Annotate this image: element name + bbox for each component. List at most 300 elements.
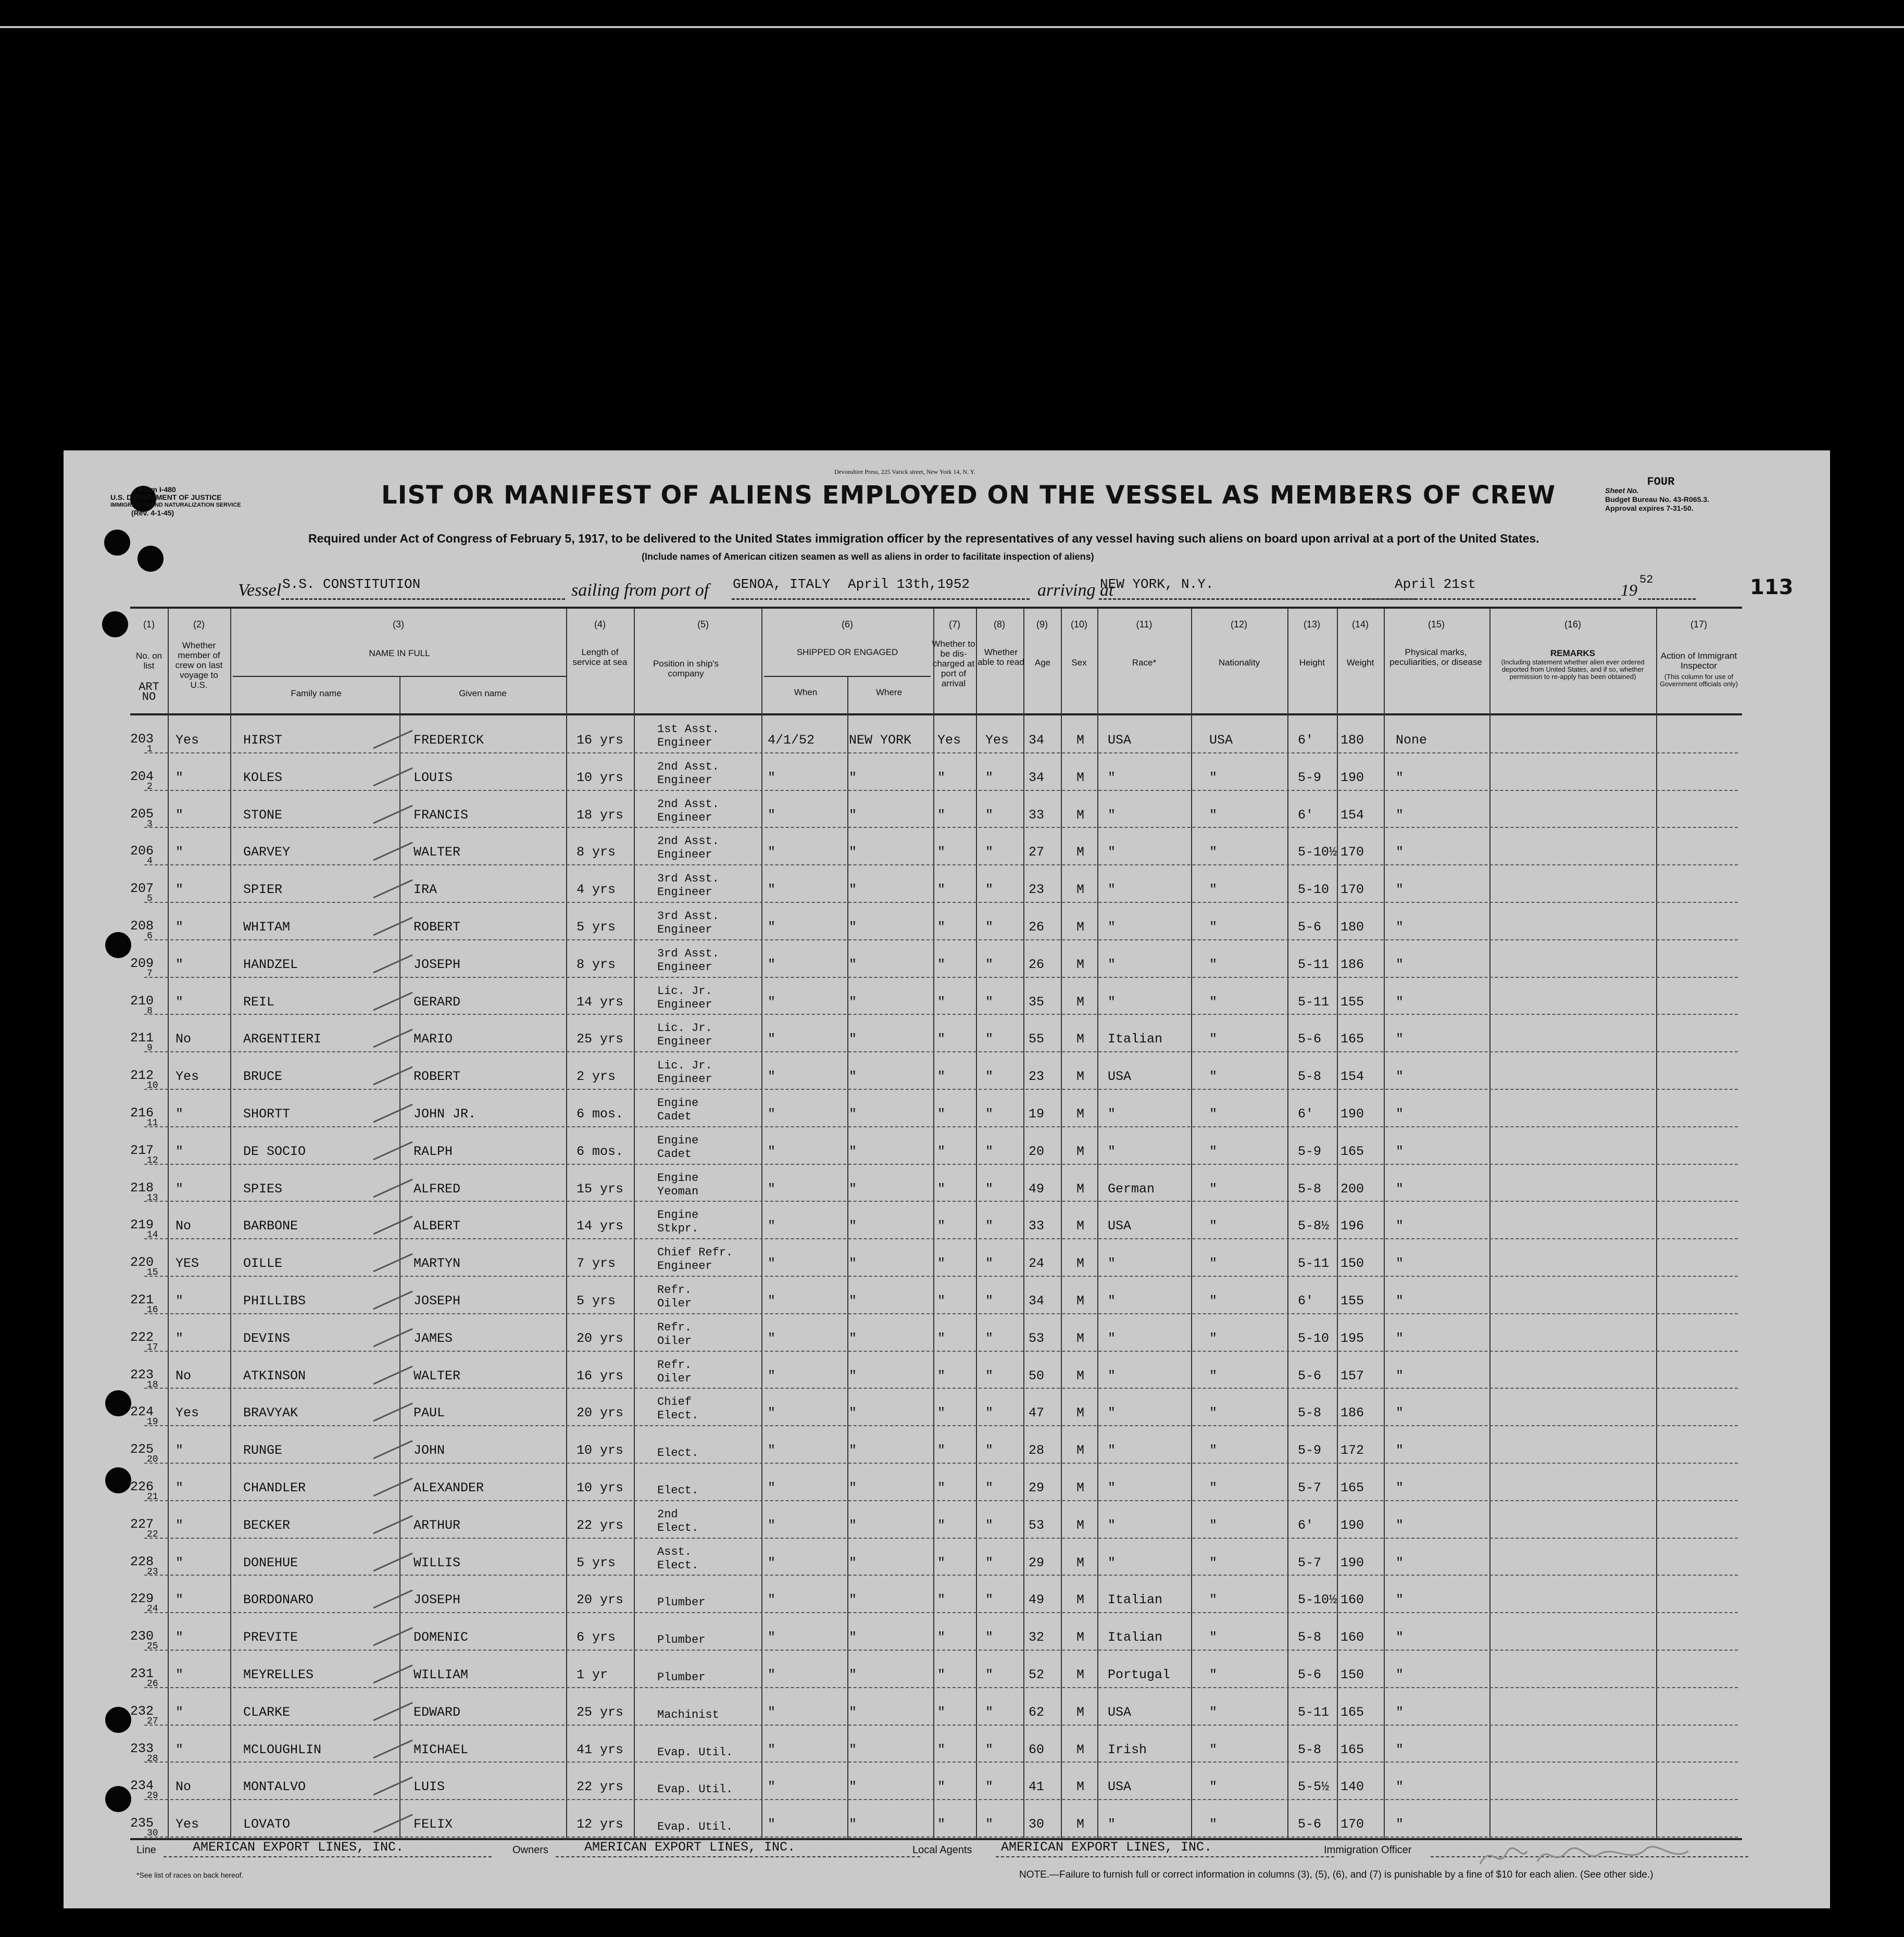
tick-mark-icon [371, 913, 418, 939]
list-number-cell: 14 [147, 1230, 158, 1241]
weight-cell: 186 [1341, 1405, 1364, 1421]
sailing-label: sailing from port of [571, 581, 709, 600]
discharge-cell: " [937, 1069, 946, 1085]
last-voyage-cell: " [176, 1106, 184, 1122]
art-number-cell: 211 [130, 1030, 154, 1046]
weight-cell: 165 [1341, 1742, 1364, 1757]
shipped-where-cell: " [849, 957, 857, 972]
able-to-read-cell: " [985, 1592, 994, 1608]
position-line-1 [657, 1770, 733, 1783]
height-cell: 5-10½ [1298, 845, 1337, 860]
printer-line: Devonshire Press, 225 Varick street, New York 14, N. Y. [834, 468, 975, 475]
col6-subrule [764, 676, 931, 677]
height-cell: 5-6 [1298, 1032, 1322, 1047]
shipped-when-cell: " [768, 1218, 776, 1234]
service-cell: 1 yr [577, 1667, 608, 1682]
physical-marks-cell: " [1396, 1704, 1404, 1720]
able-to-read-cell: " [985, 1517, 994, 1533]
col5-header: Position in ship's company [653, 659, 719, 678]
column-number: (2) [193, 619, 205, 630]
sex-cell: M [1076, 1330, 1085, 1346]
position-cell [657, 835, 719, 861]
year-suffix: 52 [1639, 573, 1654, 586]
race-cell: USA [1108, 733, 1132, 748]
weight-cell: 140 [1341, 1779, 1364, 1795]
height-cell: 5-7 [1298, 1555, 1322, 1570]
position-line-2: Engineer [657, 1035, 712, 1049]
shipped-where-cell: " [849, 1817, 857, 1832]
last-voyage-cell: " [176, 957, 184, 972]
sex-cell: M [1076, 1368, 1085, 1383]
position-cell [657, 1807, 733, 1833]
family-name-cell: BARBONE [243, 1218, 298, 1234]
position-line-2: Engineer [657, 1073, 712, 1086]
given-name-cell: FREDERICK [414, 733, 484, 748]
officer-label: Immigration Officer [1324, 1844, 1412, 1856]
vessel-name: S.S. CONSTITUTION [282, 576, 421, 592]
height-cell: 6' [1298, 807, 1314, 823]
physical-marks-cell: " [1396, 770, 1404, 785]
position-cell [657, 761, 719, 787]
last-voyage-cell: " [176, 807, 184, 823]
age-cell: 49 [1029, 1592, 1045, 1608]
weight-cell: 165 [1341, 1143, 1364, 1159]
given-name-cell: IRA [414, 882, 437, 898]
physical-marks-cell: " [1396, 994, 1404, 1010]
row-divider [144, 977, 1738, 978]
position-line-1: 3rd Asst. [657, 947, 719, 960]
service-cell: 14 yrs [577, 1218, 624, 1234]
age-cell: 62 [1029, 1704, 1045, 1720]
shipped-when-cell: " [768, 957, 776, 972]
column-number: (4) [594, 619, 606, 630]
family-name-cell: KOLES [243, 770, 283, 785]
column-number: (15) [1427, 619, 1445, 630]
age-cell: 52 [1029, 1667, 1045, 1682]
discharge-cell: " [937, 1630, 946, 1645]
position-line-1: Engine [657, 1097, 699, 1110]
nationality-cell: " [1209, 1106, 1218, 1122]
sex-cell: M [1076, 1106, 1085, 1122]
height-cell: 6' [1298, 1293, 1314, 1309]
nationality-cell: " [1209, 1480, 1218, 1495]
row-divider [144, 1538, 1738, 1539]
shipped-when-cell: " [768, 1181, 776, 1197]
position-cell [657, 1471, 698, 1497]
row-divider [144, 1463, 1738, 1464]
able-to-read-cell: " [985, 1293, 994, 1309]
list-number-cell: 21 [147, 1492, 158, 1502]
service-cell: 25 yrs [577, 1704, 624, 1720]
art-number-cell: 230 [130, 1629, 154, 1644]
tick-mark-icon [371, 1250, 418, 1276]
list-number-cell: 13 [147, 1192, 158, 1203]
last-voyage-cell: " [176, 1143, 184, 1159]
legal-subtitle-note: (Include names of American citizen seamen as well as aliens in order to facilitate inspection of aliens) [642, 551, 1094, 562]
column-divider [1287, 609, 1288, 1839]
list-number-cell: 4 [147, 856, 153, 867]
shipped-when-cell: " [768, 1817, 776, 1832]
position-line-2: Machinist [657, 1708, 719, 1721]
service-cell: 18 yrs [577, 807, 624, 823]
service-cell: 14 yrs [577, 994, 624, 1010]
given-name-cell: WALTER [414, 845, 461, 860]
sex-cell: M [1076, 845, 1085, 860]
height-cell: 5-6 [1298, 1667, 1322, 1682]
sex-cell: M [1076, 957, 1085, 972]
able-to-read-cell: " [985, 807, 994, 823]
art-number-cell: 204 [130, 769, 154, 784]
weight-cell: 165 [1341, 1704, 1364, 1720]
race-cell: " [1108, 1368, 1116, 1383]
shipped-when-cell: " [768, 1032, 776, 1047]
col3a-header: Family name [291, 688, 342, 698]
list-number-cell: 3 [147, 819, 153, 829]
race-cell: " [1108, 1405, 1116, 1421]
last-voyage-cell: " [176, 1330, 184, 1346]
position-line-2: Yeoman [657, 1185, 699, 1198]
weight-cell: 165 [1341, 1032, 1364, 1047]
col14-header: Weight [1346, 658, 1374, 668]
physical-marks-cell: " [1396, 1630, 1404, 1645]
position-cell [657, 985, 712, 1011]
position-cell [657, 1620, 705, 1646]
position-cell [657, 1695, 719, 1721]
position-cell [657, 1546, 698, 1572]
weight-cell: 155 [1341, 994, 1364, 1010]
given-name-cell: ALBERT [414, 1218, 461, 1234]
position-cell [657, 1359, 692, 1385]
position-line-2: Engineer [657, 998, 712, 1011]
height-cell: 5-6 [1298, 1368, 1322, 1383]
list-number-cell: 7 [147, 968, 153, 979]
service-cell: 2 yrs [577, 1069, 616, 1085]
position-cell [657, 1433, 698, 1460]
race-cell: " [1108, 1293, 1116, 1309]
height-cell: 6' [1298, 733, 1314, 748]
given-name-cell: ROBERT [414, 1069, 461, 1085]
column-number: (16) [1564, 619, 1581, 630]
row-divider [144, 827, 1738, 828]
last-voyage-cell: Yes [176, 1405, 199, 1421]
sex-cell: M [1076, 1817, 1085, 1832]
position-line-1: 3rd Asst. [657, 872, 719, 886]
position-line-2: Engineer [657, 848, 712, 862]
sex-cell: M [1076, 733, 1085, 748]
tick-mark-icon [371, 1175, 418, 1201]
age-cell: 32 [1029, 1630, 1045, 1645]
shipped-where-cell: " [849, 807, 857, 823]
shipped-where-cell: " [849, 1480, 857, 1495]
row-divider [144, 1238, 1738, 1239]
nationality-cell: " [1209, 1069, 1218, 1085]
col4-header: Length of service at sea [572, 647, 628, 667]
sex-cell: M [1076, 1293, 1085, 1309]
sex-cell: M [1076, 994, 1085, 1010]
given-name-cell: JOHN JR. [414, 1106, 477, 1122]
discharge-cell: " [937, 770, 946, 785]
column-number: (5) [697, 619, 709, 630]
weight-cell: 154 [1341, 1069, 1364, 1085]
weight-cell: 190 [1341, 770, 1364, 785]
last-voyage-cell: " [176, 1667, 184, 1682]
discharge-cell: " [937, 1779, 946, 1795]
nationality-cell: " [1209, 770, 1218, 785]
sex-cell: M [1076, 1779, 1085, 1795]
table-header-rule [130, 713, 1742, 715]
last-voyage-cell: " [176, 1443, 184, 1458]
position-line-1 [657, 1471, 698, 1485]
discharge-cell: Yes [937, 733, 961, 748]
shipped-where-cell: " [849, 1667, 857, 1682]
nationality-cell: " [1209, 1293, 1218, 1309]
arrival-date-underline [1363, 598, 1621, 600]
column-divider [1337, 609, 1338, 1839]
physical-marks-cell: " [1396, 1181, 1404, 1197]
last-voyage-cell: " [176, 845, 184, 860]
tick-mark-icon [371, 726, 418, 752]
family-name-cell: ATKINSON [243, 1368, 306, 1383]
service-cell: 15 yrs [577, 1181, 624, 1197]
weight-cell: 172 [1341, 1443, 1364, 1458]
race-cell: " [1108, 1443, 1116, 1458]
position-cell [657, 873, 719, 899]
last-voyage-cell: " [176, 1630, 184, 1645]
family-name-cell: SPIES [243, 1181, 283, 1197]
weight-cell: 180 [1341, 920, 1364, 935]
nationality-cell: " [1209, 1256, 1218, 1272]
sex-cell: M [1076, 1069, 1085, 1085]
nationality-cell: " [1209, 1218, 1218, 1234]
position-line-2: Oiler [657, 1372, 692, 1385]
tick-mark-icon [371, 1549, 418, 1575]
list-number-cell: 9 [147, 1043, 153, 1054]
shipped-where-cell: " [849, 1742, 857, 1757]
row-divider [144, 1575, 1738, 1576]
race-cell: " [1108, 994, 1116, 1010]
height-cell: 5-8 [1298, 1181, 1322, 1197]
shipped-when-cell: " [768, 1704, 776, 1720]
given-name-cell: WALTER [414, 1368, 461, 1383]
service-cell: 10 yrs [577, 770, 624, 785]
family-name-cell: BRUCE [243, 1069, 283, 1085]
tick-mark-icon [371, 838, 418, 864]
position-line-1: Lic. Jr. [657, 1022, 712, 1035]
shipped-when-cell: " [768, 1592, 776, 1608]
shipped-when-cell: " [768, 1143, 776, 1159]
height-cell: 5-11 [1298, 994, 1330, 1010]
sex-cell: M [1076, 1555, 1085, 1570]
service-cell: 10 yrs [577, 1480, 624, 1495]
punch-hole [105, 932, 131, 958]
nationality-cell: " [1209, 1517, 1218, 1533]
position-line-1: 2nd Asst. [657, 797, 719, 811]
sex-cell: M [1076, 1405, 1085, 1421]
column-number: (9) [1036, 619, 1048, 630]
family-name-cell: REIL [243, 994, 275, 1010]
physical-marks-cell: " [1396, 1293, 1404, 1309]
family-name-cell: ARGENTIERI [243, 1032, 322, 1047]
punch-hole [105, 1707, 131, 1733]
sheet-number-block [1605, 475, 1709, 513]
nationality-cell: " [1209, 1443, 1218, 1458]
family-name-cell: SHORTT [243, 1106, 291, 1122]
discharge-cell: " [937, 1368, 946, 1383]
row-divider [144, 1201, 1738, 1202]
sex-cell: M [1076, 1667, 1085, 1682]
col12-header: Nationality [1218, 658, 1260, 668]
given-name-cell: ARTHUR [414, 1517, 461, 1533]
position-cell [657, 1284, 692, 1310]
able-to-read-cell: " [985, 770, 994, 785]
tick-mark-icon [371, 1399, 418, 1425]
position-line-2: Engineer [657, 1260, 712, 1273]
position-line-2: Engineer [657, 886, 712, 899]
col17-header: Action of Immigrant Inspector [1660, 651, 1737, 671]
shipped-where-cell: " [849, 770, 857, 785]
age-cell: 23 [1029, 1069, 1045, 1085]
list-number-cell: 17 [147, 1342, 158, 1353]
able-to-read-cell: " [985, 1405, 994, 1421]
family-name-cell: DEVINS [243, 1330, 291, 1346]
age-cell: 41 [1029, 1779, 1045, 1795]
position-cell [657, 1097, 698, 1123]
position-line-2: Elect. [657, 1447, 699, 1460]
position-cell [657, 1060, 712, 1086]
able-to-read-cell: " [985, 920, 994, 935]
column-number: (6) [842, 619, 853, 630]
discharge-cell: " [937, 1704, 946, 1720]
sheet-no-label: Sheet No. [1605, 486, 1639, 495]
weight-cell: 170 [1341, 845, 1364, 860]
position-cell [657, 910, 719, 936]
last-voyage-cell: " [176, 994, 184, 1010]
col1-header: No. on list [135, 651, 162, 671]
sex-cell: M [1076, 1742, 1085, 1757]
tick-mark-icon [371, 1773, 418, 1799]
family-name-cell: BORDONARO [243, 1592, 314, 1608]
given-name-cell: JOSEPH [414, 957, 461, 972]
race-cell: " [1108, 882, 1116, 898]
shipped-where-cell: " [849, 882, 857, 898]
column-divider [1097, 609, 1098, 1839]
shipped-when-cell: " [768, 1779, 776, 1795]
weight-cell: 190 [1341, 1106, 1364, 1122]
last-voyage-cell: " [176, 1742, 184, 1757]
position-cell [657, 1022, 712, 1048]
position-line-2: Engineer [657, 811, 712, 824]
nationality-cell: " [1209, 845, 1218, 860]
able-to-read-cell: " [985, 1742, 994, 1757]
race-cell: " [1108, 1256, 1116, 1272]
tick-mark-icon [371, 801, 418, 827]
given-name-cell: WILLIS [414, 1555, 461, 1570]
column-divider [1191, 609, 1192, 1839]
list-number-cell: 18 [147, 1379, 158, 1390]
able-to-read-cell: " [985, 882, 994, 898]
given-name-cell: RALPH [414, 1143, 453, 1159]
shipped-where-cell: " [849, 1443, 857, 1458]
family-name-cell: HANDZEL [243, 957, 298, 972]
col16-header: REMARKS [1550, 648, 1595, 658]
nationality-cell: " [1209, 1555, 1218, 1570]
department-name: U.S. DEPARTMENT OF JUSTICE [110, 493, 222, 501]
list-number-cell: 1 [147, 744, 153, 754]
nationality-cell: USA [1209, 733, 1233, 748]
list-number-cell: 15 [147, 1267, 158, 1278]
position-line-1 [657, 1583, 705, 1596]
list-number-cell: 2 [147, 781, 153, 792]
height-cell: 5-8 [1298, 1630, 1322, 1645]
age-cell: 33 [1029, 1218, 1045, 1234]
list-number-cell: 27 [147, 1716, 158, 1727]
weight-cell: 196 [1341, 1218, 1364, 1234]
shipped-when-cell: " [768, 994, 776, 1010]
shipped-when-cell: " [768, 807, 776, 823]
list-number-cell: 22 [147, 1529, 158, 1540]
row-divider [144, 752, 1738, 753]
list-number-cell: 30 [147, 1828, 158, 1839]
race-cell: " [1108, 1106, 1116, 1122]
given-name-cell: JOSEPH [414, 1592, 461, 1608]
discharge-cell: " [937, 1667, 946, 1682]
tick-mark-icon [371, 1810, 418, 1837]
position-line-2: Plumber [657, 1671, 706, 1684]
shipped-where-cell: " [849, 1069, 857, 1085]
position-line-1: 1st Asst. [657, 723, 719, 736]
row-divider [144, 1799, 1738, 1800]
height-cell: 6' [1298, 1517, 1314, 1533]
shipped-when-cell: " [768, 1667, 776, 1682]
shipped-where-cell: " [849, 845, 857, 860]
age-cell: 53 [1029, 1330, 1045, 1346]
vessel-label: Vessel [238, 581, 282, 600]
col8-header: Whether able to read [978, 647, 1024, 667]
tick-mark-icon [371, 1699, 418, 1725]
shipped-where-cell: " [849, 1181, 857, 1197]
position-cell [657, 1209, 698, 1235]
position-cell [657, 1135, 698, 1161]
position-line-1: Refr. [657, 1358, 692, 1372]
column-divider [761, 609, 762, 1839]
age-cell: 34 [1029, 1293, 1045, 1309]
height-cell: 5-6 [1298, 1817, 1322, 1832]
height-cell: 5-8 [1298, 1069, 1322, 1085]
weight-cell: 190 [1341, 1555, 1364, 1570]
service-cell: 22 yrs [577, 1779, 624, 1795]
height-cell: 5-11 [1298, 1704, 1330, 1720]
able-to-read-cell: " [985, 1555, 994, 1570]
sex-cell: M [1076, 1218, 1085, 1234]
family-name-cell: BECKER [243, 1517, 291, 1533]
nationality-cell: " [1209, 1330, 1218, 1346]
art-number-cell: 233 [130, 1741, 154, 1756]
race-cell: " [1108, 1143, 1116, 1159]
row-divider [144, 790, 1738, 791]
manifest-sheet [64, 450, 1830, 1908]
age-cell: 27 [1029, 845, 1045, 860]
discharge-cell: " [937, 1480, 946, 1495]
form-number: Form I-480 [139, 485, 176, 494]
discharge-cell: " [937, 1032, 946, 1047]
physical-marks-cell: " [1396, 1256, 1404, 1272]
row-divider [144, 902, 1738, 903]
position-line-1 [657, 1658, 705, 1671]
table-top-rule [130, 607, 1742, 609]
shipped-where-cell: " [849, 1592, 857, 1608]
column-divider [634, 609, 635, 1839]
discharge-cell: " [937, 1443, 946, 1458]
